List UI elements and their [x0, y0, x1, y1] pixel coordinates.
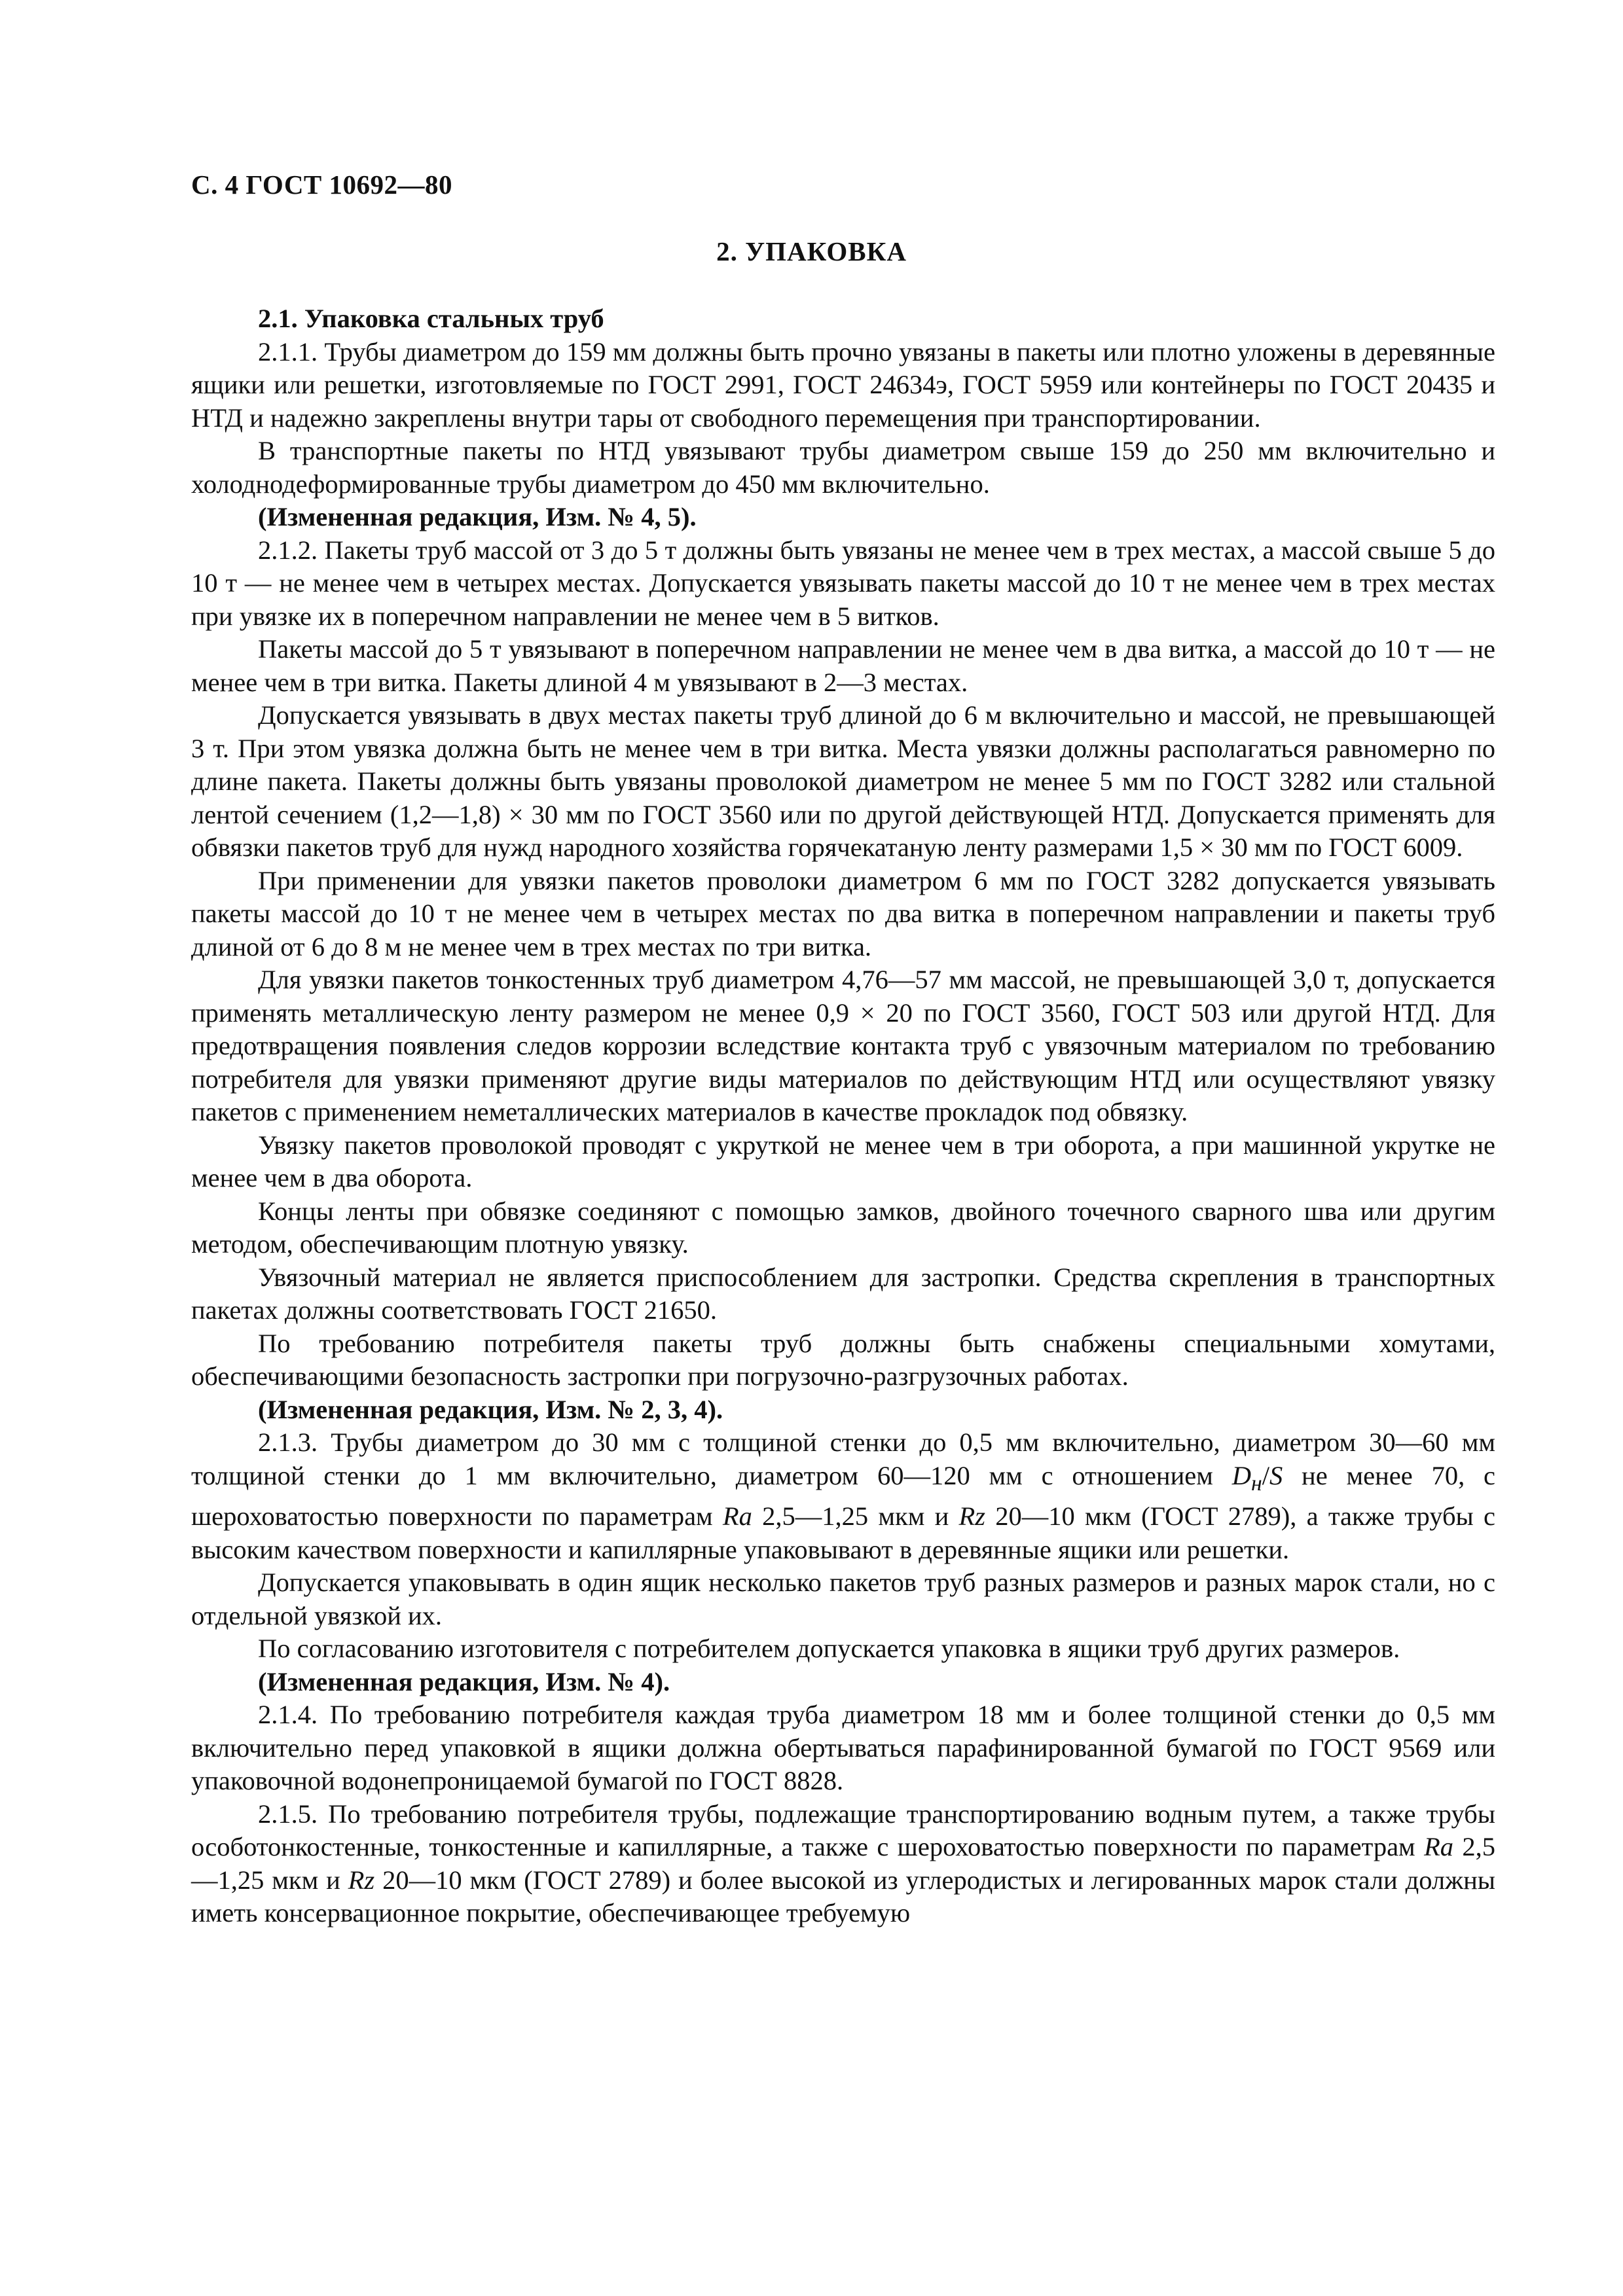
text-run: не менее 70, с шероховатостью поверхности по параметрам: [191, 1460, 1496, 1532]
paragraph: Для увязки пакетов тонкостенных труб диаметром 4,76—57 мм массой, не превышающей 3,0 т, допускается применять металлическую ленту размером не менее 0,9 × 20 по ГОСТ 3560, ГОСТ 503 или другой НТД. Для предотвращения появления следов коррозии вследствие контакта труб с увязочным материалом по требованию потребителя для увязки применяют другие виды материалов по действующим НТД или осуществляют увязку пакетов с применением неметаллических материалов в качестве прокладок под обвязку.: [191, 965, 1495, 1126]
formula-symbol: Rz: [958, 1501, 985, 1532]
paragraph: [191, 1426, 1495, 1566]
paragraph: По согласованию изготовителя с потребителем допускается упаковка в ящики труб других размеров.: [258, 1634, 1400, 1664]
formula-symbol: [1231, 1460, 1262, 1496]
formula-subscript: н: [1250, 1471, 1262, 1496]
amendment-note: (Измененная редакция, Изм. № 4, 5).: [258, 502, 697, 531]
paragraph: 2.1.4. По требованию потребителя каждая труба диаметром 18 мм и более толщиной стенки до 0,5 мм включительно перед упаковкой в ящики должна обертываться парафинированной бумагой по ГОСТ 9569 или упаковочной водонепроницаемой бумагой по ГОСТ 8828.: [191, 1700, 1495, 1796]
paragraph: 2.1.2. Пакеты труб массой от 3 до 5 т должны быть увязаны не менее чем в трех местах, а массой свыше 5 до 10 т — не менее чем в четырех местах. Допускается увязывать пакеты массой до 10 т не менее чем в трех местах при увязке их в поперечном направлении не менее чем в 5 витков.: [191, 535, 1495, 631]
paragraph: По требованию потребителя пакеты труб должны быть снабжены специальными хомутами, обеспечивающими безопасность застропки при погрузочно-разгрузочных работах.: [191, 1328, 1495, 1391]
paragraph: Допускается упаковывать в один ящик несколько пакетов труб разных размеров и разных марок стали, но с отдельной увязкой их.: [191, 1568, 1495, 1630]
formula-symbol-text: D: [1231, 1460, 1251, 1490]
text-run: 20—10 мкм (ГОСТ 2789) и более высокой из углеродистых и легированных марок стали должны иметь консервационное покрытие, обеспечивающее требуемую: [191, 1865, 1495, 1928]
page-header: С. 4 ГОСТ 10692—80: [191, 170, 453, 200]
paragraph: Допускается увязывать в двух местах пакеты труб длиной до 6 м включительно и массой, не превышающей 3 т. При этом увязка должна быть не менее чем в три витка. Места увязки должны располагаться равномерно по длине пакета. Пакеты должны быть увязаны проволокой диаметром не менее 5 мм по ГОСТ 3282 или стальной лентой сечением (1,2—1,8) × 30 мм по ГОСТ 3560 или по другой действующей НТД. Допускается применять для обвязки пакетов труб для нужд народного хозяйства горячекатаную ленту размерами 1,5 × 30 мм по ГОСТ 6009.: [191, 700, 1495, 862]
formula-symbol: Rz: [348, 1865, 375, 1895]
section-title: 2. УПАКОВКА: [716, 236, 907, 266]
formula-symbol: S: [1269, 1460, 1283, 1490]
paragraph: Концы ленты при обвязке соединяют с помощью замков, двойного точечного сварного шва или другим методом, обеспечивающим плотную увязку.: [191, 1196, 1495, 1259]
amendment-note: (Измененная редакция, Изм. № 4).: [258, 1666, 670, 1696]
paragraph: Пакеты массой до 5 т увязывают в поперечном направлении не менее чем в два витка, а массой до 10 т — не менее чем в три витка. Пакеты длиной 4 м увязывают в 2—3 местах.: [191, 634, 1495, 697]
amendment-note: (Измененная редакция, Изм. № 2, 3, 4).: [258, 1394, 723, 1424]
paragraph: 2.1.1. Трубы диаметром до 159 мм должны быть прочно увязаны в пакеты или плотно уложены в деревянные ящики или решетки, изготовляемые по ГОСТ 2991, ГОСТ 24634э, ГОСТ 5959 или контейнеры по ГОСТ 20435 и НТД и надежно закреплены внутри тары от свободного перемещения при транспортировании.: [191, 336, 1495, 433]
formula-symbol: Ra: [1424, 1832, 1454, 1862]
document-body: [191, 302, 1495, 1930]
text-run: /: [1262, 1460, 1269, 1490]
subsection-heading: 2.1. Упаковка стальных труб: [258, 304, 604, 333]
text-run: 20—10 мкм (ГОСТ 2789), а также трубы с высоким качеством поверхности и капиллярные упаковывают в деревянные ящики или решетки.: [191, 1501, 1495, 1564]
paragraph: Увязочный материал не является приспособлением для застропки. Средства скрепления в транспортных пакетах должны соответствовать ГОСТ 21650.: [191, 1262, 1495, 1325]
text-run: 2.1.3. Трубы диаметром до 30 мм с толщиной стенки до 0,5 мм включительно, диаметром 30—60 мм толщиной стенки до 1 мм включительно, диаметром 60—120 мм с отношением: [191, 1427, 1495, 1490]
paragraph: При применении для увязки пакетов проволоки диаметром 6 мм по ГОСТ 3282 допускается увязывать пакеты массой до 10 т не менее чем в четырех местах по два витка в поперечном направлении и пакеты труб длиной от 6 до 8 м не менее чем в трех местах по три витка.: [191, 865, 1495, 961]
text-run: 2,5—1,25 мкм и: [752, 1501, 959, 1532]
paragraph: В транспортные пакеты по НТД увязывают трубы диаметром свыше 159 до 250 мм включительно и холоднодеформированные трубы диаметром до 450 мм включительно.: [191, 436, 1495, 499]
paragraph: [191, 1798, 1495, 1930]
formula-symbol: Ra: [722, 1501, 752, 1532]
paragraph: Увязку пакетов проволокой проводят с укруткой не менее чем в три оборота, а при машинной укрутке не менее чем в два оборота.: [191, 1130, 1495, 1193]
text-run: 2,5—1,25 мкм и: [191, 1832, 1495, 1895]
text-run: 2.1.5. По требованию потребителя трубы, подлежащие транспортированию водным путем, а также трубы особотонкостенные, тонкостенные и капиллярные, а также с шероховатостью поверхности по параметрам: [191, 1799, 1495, 1862]
